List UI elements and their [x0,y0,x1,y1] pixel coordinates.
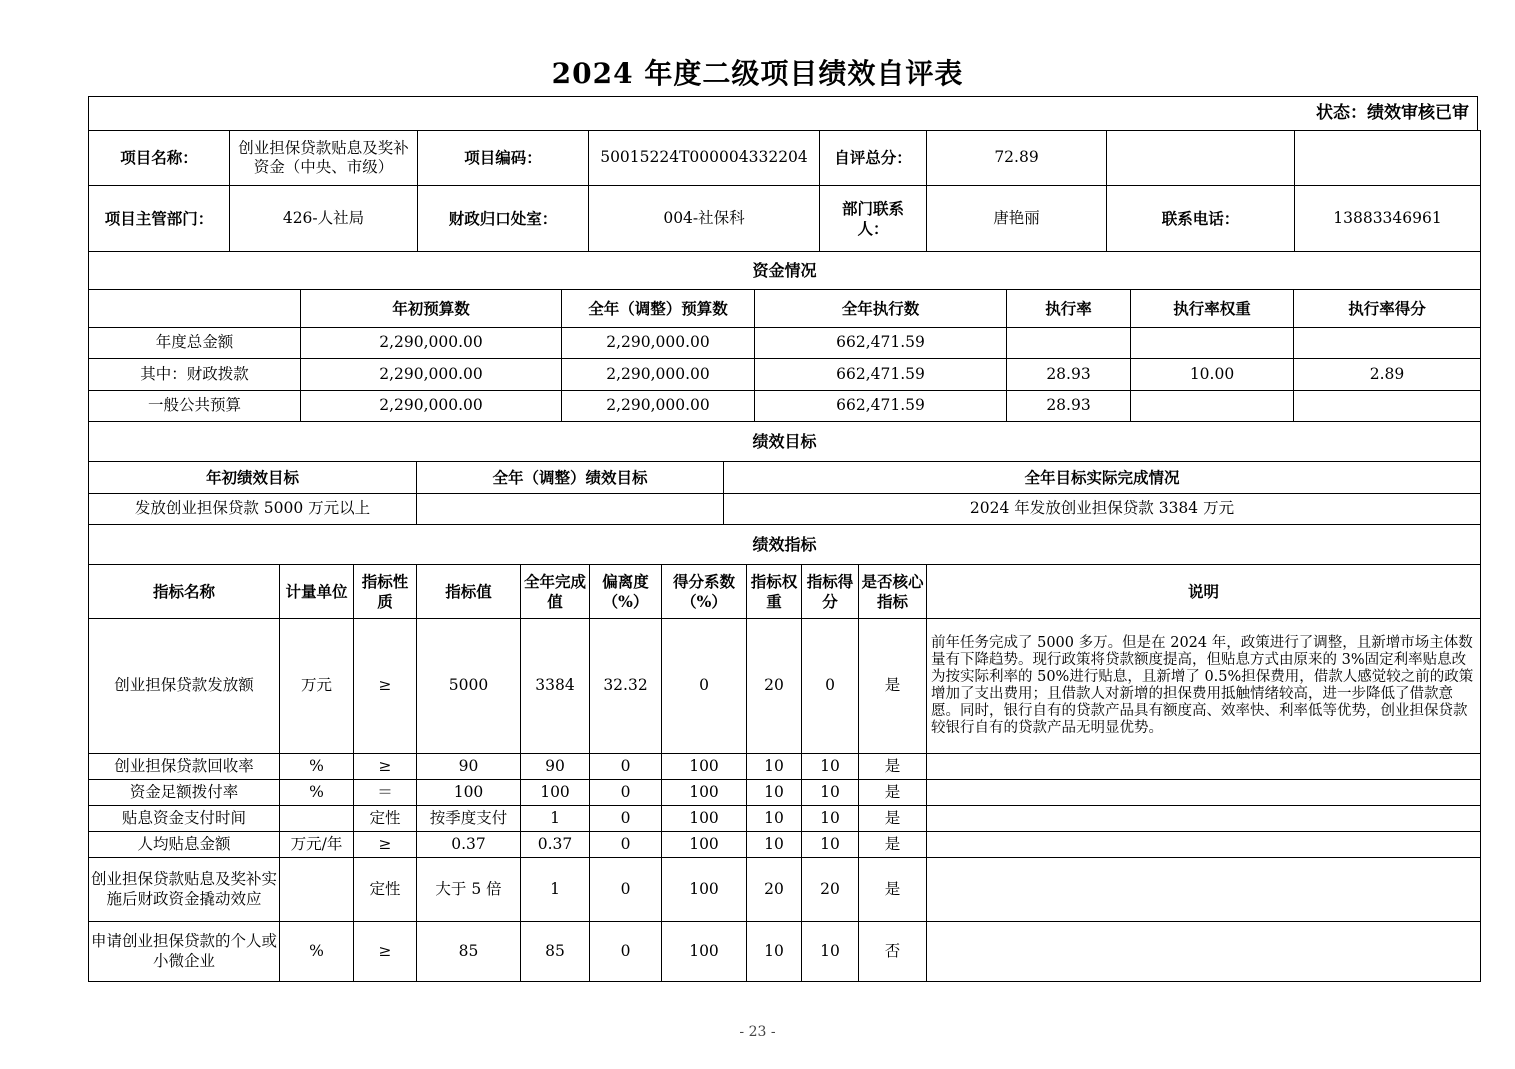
goals-cell [417,494,724,525]
status-label: 状态：绩效审核已审 [88,96,1478,131]
indicator-cell: 100 [417,780,521,806]
indicator-cell: 创业担保贷款发放额 [89,619,280,754]
indicators-header: 全年完成值 [521,565,590,619]
indicator-cell: % [280,780,354,806]
indicators-header: 计量单位 [280,565,354,619]
goals-header: 全年目标实际完成情况 [724,462,1481,494]
funds-cell [1007,328,1131,359]
indicator-cell: 申请创业担保贷款的个人或小微企业 [89,922,280,982]
finance-value: 004-社保科 [589,186,820,252]
indicator-cell: 定性 [354,858,417,922]
indicator-cell: ≥ [354,754,417,780]
indicators-table [88,524,1481,982]
funds-cell [1131,391,1294,422]
indicators-header: 说明 [927,565,1481,619]
funds-cell: 662,471.59 [755,391,1007,422]
indicator-cell: 100 [662,922,747,982]
indicator-cell: 10 [747,806,802,832]
indicator-cell: 10 [747,922,802,982]
indicator-description [927,806,1481,832]
funds-cell [1294,328,1481,359]
indicator-cell: 100 [662,858,747,922]
indicator-cell [280,806,354,832]
indicator-cell: 10 [802,780,859,806]
indicator-cell: 10 [747,754,802,780]
indicator-cell: 创业担保贷款回收率 [89,754,280,780]
indicator-cell: 创业担保贷款贴息及奖补实施后财政资金撬动效应 [89,858,280,922]
indicator-cell: 0 [662,619,747,754]
funds-cell: 年度总金额 [89,328,301,359]
indicator-cell: 0.37 [417,832,521,858]
funds-cell: 10.00 [1131,359,1294,391]
indicator-cell: 0 [590,780,662,806]
phone-value: 13883346961 [1295,186,1481,252]
funds-cell: 2,290,000.00 [562,391,755,422]
project-info-table [88,130,1481,252]
score-value: 72.89 [927,131,1107,186]
indicator-cell: 100 [662,754,747,780]
indicator-cell: 万元 [280,619,354,754]
indicator-description [927,754,1481,780]
project-code-label: 项目编码： [418,131,589,186]
indicator-cell: 10 [747,780,802,806]
indicator-cell: 0 [590,832,662,858]
indicator-cell: 是 [859,858,927,922]
indicator-cell: 20 [802,858,859,922]
indicator-cell: 0 [590,754,662,780]
goals-cell: 2024 年发放创业担保贷款 3384 万元 [724,494,1481,525]
project-code-value: 50015224T000004332204 [589,131,820,186]
dept-value: 426-人社局 [230,186,418,252]
goals-cell: 发放创业担保贷款 5000 万元以上 [89,494,417,525]
funds-cell: 28.93 [1007,391,1131,422]
indicator-cell: 10 [802,806,859,832]
funds-header: 全年执行数 [755,290,1007,328]
funds-cell: 一般公共预算 [89,391,301,422]
indicator-cell: 按季度支付 [417,806,521,832]
indicator-cell: 是 [859,832,927,858]
funds-cell [1294,391,1481,422]
dept-label: 项目主管部门： [89,186,230,252]
table-row [89,780,1481,806]
indicator-description [927,832,1481,858]
indicator-cell: 资金足额拨付率 [89,780,280,806]
page-number: - 23 - [739,1024,776,1040]
table-row [89,922,1481,982]
indicator-cell: 贴息资金支付时间 [89,806,280,832]
indicator-cell: 32.32 [590,619,662,754]
indicator-cell: 20 [747,858,802,922]
indicator-cell: 0 [590,858,662,922]
funds-cell: 662,471.59 [755,328,1007,359]
funds-section-title: 资金情况 [89,252,1481,290]
table-row [89,359,1481,391]
funds-table [88,251,1481,422]
indicators-header: 指标权重 [747,565,802,619]
indicators-header: 指标性质 [354,565,417,619]
indicator-cell: 是 [859,619,927,754]
indicators-header: 是否核心指标 [859,565,927,619]
funds-header: 全年（调整）预算数 [562,290,755,328]
empty-cell [1107,131,1295,186]
indicator-cell: ≥ [354,619,417,754]
funds-cell: 28.93 [1007,359,1131,391]
goals-table [88,421,1481,525]
indicator-cell: 否 [859,922,927,982]
indicator-description [927,922,1481,982]
funds-header: 执行率 [1007,290,1131,328]
contact-value: 唐艳丽 [927,186,1107,252]
indicators-header: 指标得分 [802,565,859,619]
indicator-cell: 10 [802,754,859,780]
funds-cell: 2.89 [1294,359,1481,391]
indicator-cell: 90 [521,754,590,780]
indicator-cell: 20 [747,619,802,754]
indicator-cell: ≥ [354,832,417,858]
indicator-cell: 是 [859,806,927,832]
table-row [89,858,1481,922]
indicator-cell: ＝ [354,780,417,806]
indicator-cell: 85 [521,922,590,982]
indicators-header: 得分系数（%） [662,565,747,619]
project-name-label: 项目名称： [89,131,230,186]
funds-header: 执行率权重 [1131,290,1294,328]
goals-header: 全年（调整）绩效目标 [417,462,724,494]
funds-header: 年初预算数 [301,290,562,328]
indicator-cell: 85 [417,922,521,982]
indicator-cell: 100 [521,780,590,806]
indicator-cell: 人均贴息金额 [89,832,280,858]
goals-header: 年初绩效目标 [89,462,417,494]
funds-cell: 2,290,000.00 [301,359,562,391]
funds-cell: 662,471.59 [755,359,1007,391]
indicator-cell: 0.37 [521,832,590,858]
indicator-cell: 90 [417,754,521,780]
indicator-cell: 1 [521,858,590,922]
indicators-header: 偏离度（%） [590,565,662,619]
indicators-header: 指标名称 [89,565,280,619]
funds-cell: 其中：财政拨款 [89,359,301,391]
table-row [89,832,1481,858]
page-title: 2024 年度二级项目绩效自评表 [551,57,964,90]
indicator-cell: 3384 [521,619,590,754]
indicator-description [927,858,1481,922]
funds-cell: 2,290,000.00 [301,391,562,422]
indicator-description: 前年任务完成了 5000 多万。但是在 2024 年，政策进行了调整，且新增市场主体数量有下降趋势。现行政策将贷款额度提高，但贴息方式由原来的 3%固定利率贴息改为按实际利率的 50%进行贴息，且新增了 0.5%担保费用，借款人感觉较之前的政策增加了支出费用；且借款人对新增的担保费用抵触情绪较高，进一步降低了借款意愿。同时，银行自有的贷款产品具有额度高、效率快、利率低等优势，创业担保贷款较银行自有的贷款产品无明显优势。 [927,619,1481,754]
indicator-cell: 0 [590,806,662,832]
project-name-value: 创业担保贷款贴息及奖补资金（中央、市级） [230,131,418,186]
phone-label: 联系电话： [1107,186,1295,252]
indicator-cell: ≥ [354,922,417,982]
table-row [89,619,1481,754]
table-row [89,806,1481,832]
empty-cell [1295,131,1481,186]
funds-cell [1131,328,1294,359]
table-row [89,391,1481,422]
funds-cell: 2,290,000.00 [301,328,562,359]
indicator-description [927,780,1481,806]
indicators-header: 指标值 [417,565,521,619]
funds-header: 执行率得分 [1294,290,1481,328]
indicator-cell: 5000 [417,619,521,754]
indicator-cell: 100 [662,832,747,858]
indicator-cell: 10 [802,922,859,982]
indicator-cell: 大于 5 倍 [417,858,521,922]
indicator-cell: 1 [521,806,590,832]
indicator-cell: % [280,754,354,780]
indicator-cell [280,858,354,922]
indicator-cell: 100 [662,780,747,806]
table-row [89,494,1481,525]
indicator-cell: 0 [590,922,662,982]
table-row [89,754,1481,780]
indicator-cell: 10 [802,832,859,858]
score-label: 自评总分： [820,131,927,186]
indicator-cell: 100 [662,806,747,832]
indicators-section-title: 绩效指标 [89,525,1481,565]
funds-header [89,290,301,328]
goals-section-title: 绩效目标 [89,422,1481,462]
indicator-cell: 定性 [354,806,417,832]
indicator-cell: % [280,922,354,982]
indicator-cell: 是 [859,780,927,806]
table-row [89,328,1481,359]
indicator-cell: 是 [859,754,927,780]
finance-label: 财政归口处室： [418,186,589,252]
contact-label: 部门联系人： [820,186,927,252]
indicator-cell: 10 [747,832,802,858]
indicator-cell: 万元/年 [280,832,354,858]
funds-cell: 2,290,000.00 [562,359,755,391]
indicator-cell: 0 [802,619,859,754]
funds-cell: 2,290,000.00 [562,328,755,359]
